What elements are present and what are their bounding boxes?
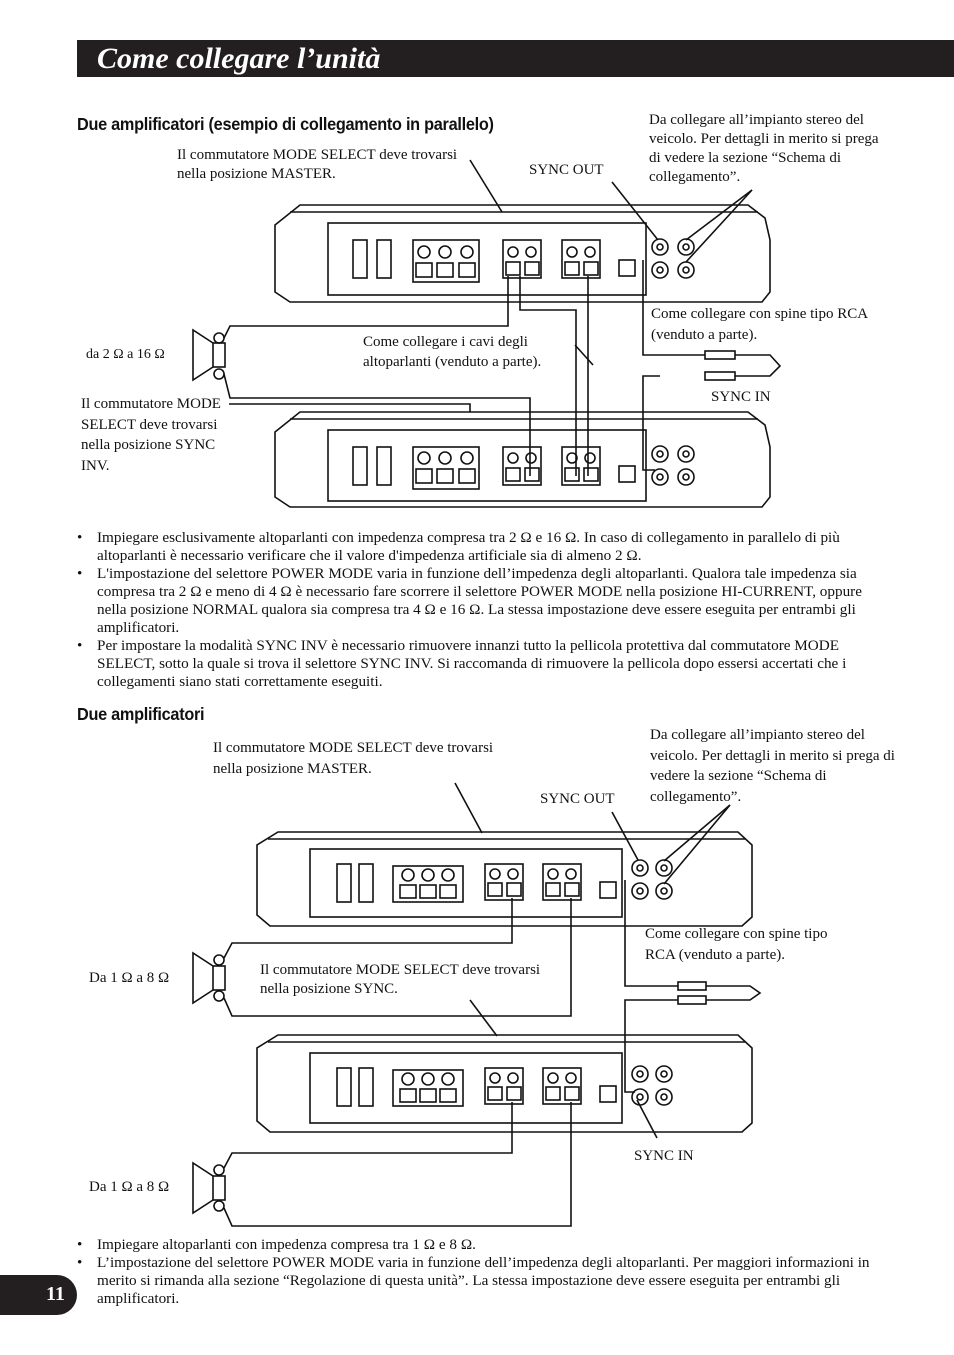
amplifier-sync-bottom-s2 [257,1035,752,1132]
page-number-tab [0,1275,77,1315]
s1-label-rca: Come collegare con spine tipo RCA (venduto a parte). [651,306,868,343]
speaker-symbol-s2-top [193,953,225,1003]
amplifier-sync-inv-bottom [275,412,770,507]
list-item: • L'impostazione del selettore POWER MODE varia in funzione dell’impedenza degli altoparlanti. Qualora tale impedenza sia compresa tra 2 Ω e meno di 4 Ω è necessario fare scorrere il selettore POWER MODE nella posizione HI-CURRENT, oppure nella posizione NORMAL qualora sia compresa tra 4 Ω e 16 Ω. La stessa impostazione deve essere eseguita per entrambi gli amplificatori. [77,565,877,637]
section1-heading: Due amplificatori (esempio di collegamento in parallelo) [77,114,494,134]
list-item: • Per impostare la modalità SYNC INV è necessario rimuovere innanzi tutto la pellicola protettiva dal commutatore MODE SELECT, sotto la quale si trova il selettore SYNC INV. Si raccomanda di rimuovere la pellicola dopo essersi accertati che i collegamenti siano stati correttamente eseguiti. [77,637,877,691]
s2-label-impedance-bottom: Da 1 Ω a 8 Ω [89,1179,170,1195]
s2-label-master: Il commutatore MODE SELECT deve trovarsi nella posizione MASTER. [213,740,494,777]
speaker-symbol-s1 [193,330,225,380]
amplifier-master-top [275,205,770,302]
header-bar [77,40,954,77]
amplifier-master-top-s2 [257,832,752,926]
speaker-symbol-s2-bottom [193,1163,225,1213]
s2-label-sync-in: SYNC IN [634,1148,694,1164]
s1-label-impedance: da 2 Ω a 16 Ω [86,347,165,362]
s2-label-sync: Il commutatore MODE SELECT deve trovarsi nella posizione SYNC. [260,962,541,997]
section1-bullets [77,529,877,691]
s1-label-sync-inv: Il commutatore MODE SELECT deve trovarsi nella posizione SYNC INV. [81,396,221,474]
page-number: 11 [46,1283,65,1305]
s2-label-rca: Come collegare con spine tipo RCA (venduto a parte). [645,926,828,963]
s1-label-master: Il commutatore MODE SELECT deve trovarsi nella posizione MASTER. [177,147,458,182]
s2-label-sync-out: SYNC OUT [540,791,615,807]
s2-label-impedance-top: Da 1 Ω a 8 Ω [89,970,170,986]
s1-label-stereo: Da collegare all’impianto stereo del veicolo. Per dettagli in merito si prega di vedere la sezione “Schema di collegamento”. [649,112,879,185]
list-item: • Impiegare esclusivamente altoparlanti con impedenza compresa tra 2 Ω e 16 Ω. In caso di collegamento in parallelo di più altoparlanti è necessario verificare che il valore d'impedenza artificiale sia di almeno 2 Ω. [77,529,877,565]
s1-label-sync-in: SYNC IN [711,389,771,405]
list-item: • Impiegare altoparlanti con impedenza compresa tra 1 Ω e 8 Ω. [77,1236,877,1254]
section2-bullets [77,1236,877,1308]
list-item: • L’impostazione del selettore POWER MODE varia in funzione dell’impedenza degli altoparlanti. Per maggiori informazioni in merito si rimanda alla sezione “Regolazione di questa unità”. La stessa impostazione deve essere eseguita per entrambi gli amplificatori. [77,1254,877,1308]
s1-label-sync-out: SYNC OUT [529,162,604,178]
s1-label-speaker-cables: Come collegare i cavi degli altoparlanti (venduto a parte). [363,334,542,370]
s2-label-stereo: Da collegare all’impianto stereo del veicolo. Per dettagli in merito si prega di vedere la sezione “Schema di collegamento”. [650,727,895,805]
section2-heading: Due amplificatori [77,704,205,724]
page-title: Come collegare l’unità [97,42,381,75]
